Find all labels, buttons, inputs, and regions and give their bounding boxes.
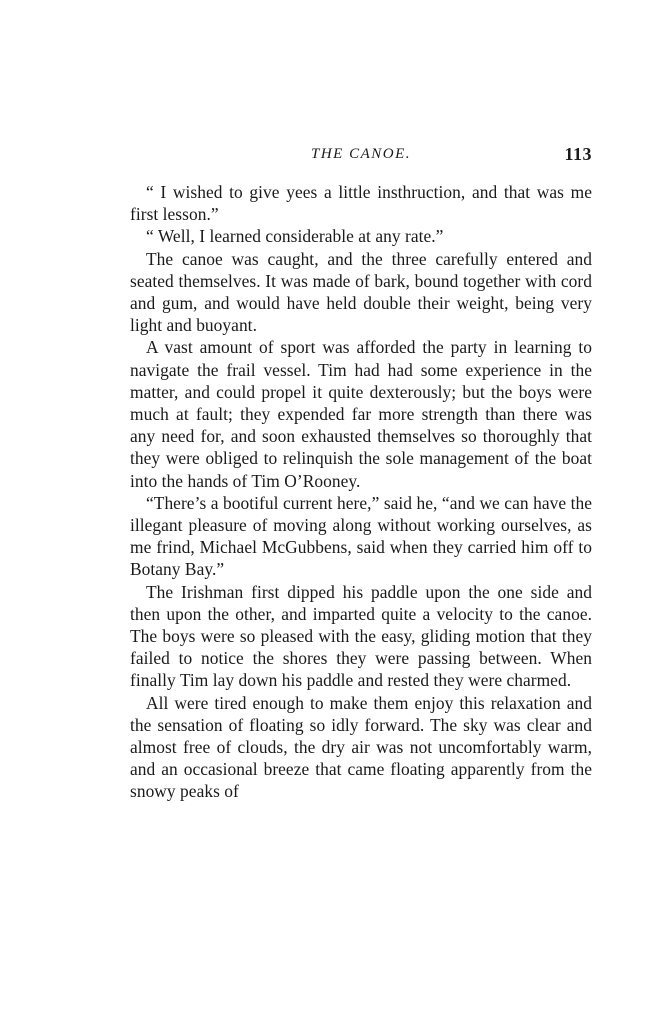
paragraph-2: “ Well, I learned considerable at any rate.” bbox=[146, 226, 444, 247]
paragraph-7: All were tired enough to make them enjoy this relaxation and the sensation of floating so idly forward. The sky was clear and almost free of clouds, the dry air was not uncomfortably warm, and an occasional breeze that came floating apparently from the snowy peaks of bbox=[130, 692, 592, 802]
running-title: THE CANOE. bbox=[310, 146, 411, 162]
running-header bbox=[130, 140, 592, 170]
paragraph-1: “ I wished to give yees a little insthruction, and that was me first lesson.” bbox=[130, 182, 592, 225]
page-number: 113 bbox=[564, 144, 592, 164]
body-text bbox=[130, 181, 592, 803]
paragraph-3: The canoe was caught, and the three carefully entered and seated themselves. It was made of bark, bound together with cord and gum, and would have held double their weight, being very light and buoyant. bbox=[130, 248, 592, 336]
paragraph-4: A vast amount of sport was afforded the party in learning to navigate the frail vessel. Tim had had some experience in the matter, and could propel it quite dexterously; but the boys were much at fault; they expended far more strength than there was any need for, and soon exhausted themselves so thoroughly that they were obliged to relinquish the sole management of the boat into the hands of Tim O’Rooney. bbox=[130, 337, 592, 491]
book-page bbox=[130, 140, 592, 803]
paragraph-5: “There’s a bootiful current here,” said he, “and we can have the illegant pleasure of moving along without working ourselves, as me frind, Michael McGubbens, said when they carried him off to Botany Bay.” bbox=[130, 492, 592, 580]
paragraph-6: The Irishman first dipped his paddle upon the one side and then upon the other, and imparted quite a velocity to the canoe. The boys were so pleased with the easy, gliding motion that they failed to notice the shores they were passing between. When finally Tim lay down his paddle and rested they were charmed. bbox=[130, 581, 592, 691]
